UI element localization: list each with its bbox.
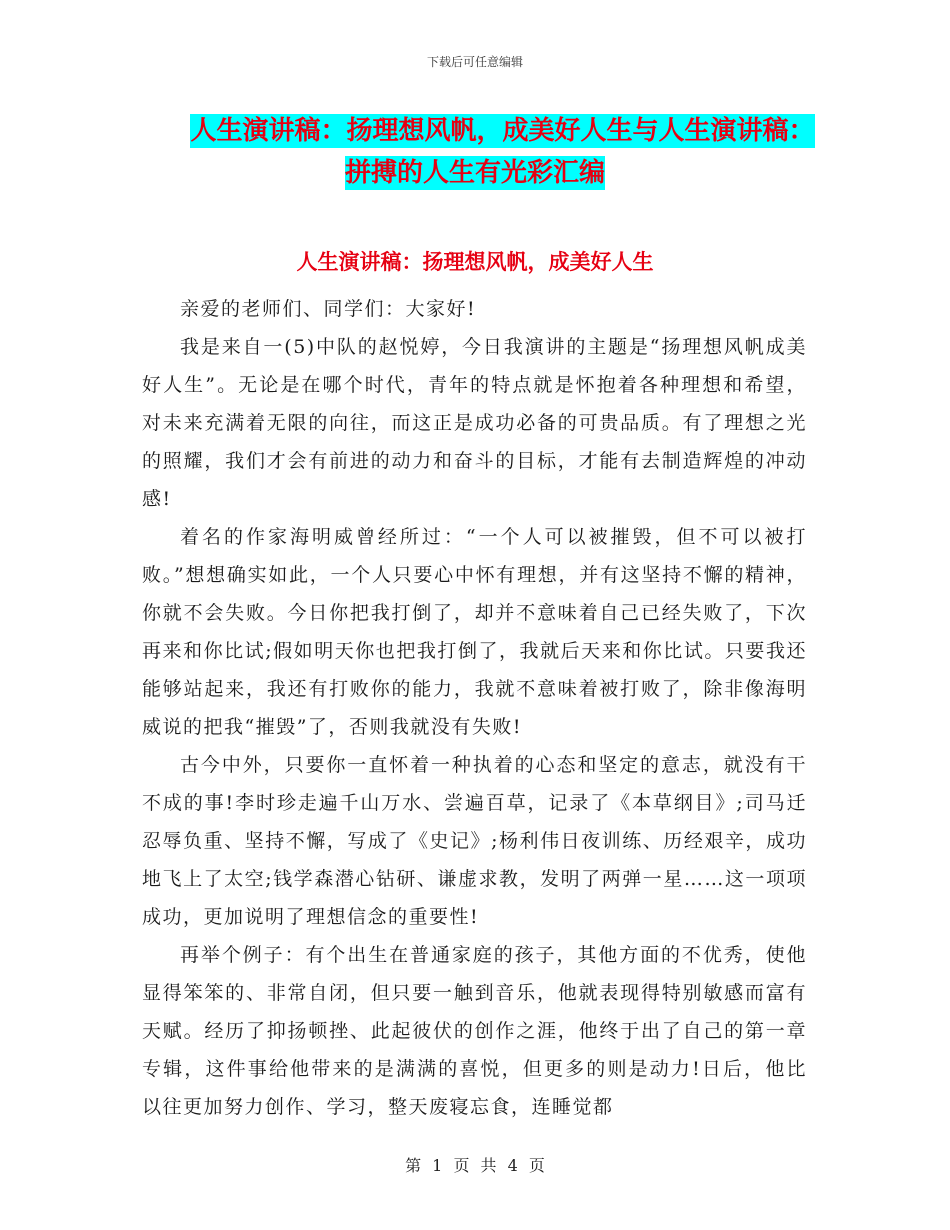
title-line-1 <box>0 110 950 152</box>
paragraph-hemingway: 着名的作家海明威曾经所过：“一个人可以被摧毁，但不可以被打败。”想想确实如此，一个人只要心中怀有理想，并有这坚持不懈的精神，你就不会失败。今日你把我打倒了，却并不意味着自己已经失败了，下次再来和你比试;假如明天你也把我打倒了，我就后天来和你比试。只要我还能够站起来，我还有打败你的能力，我就不意味着被打败了，除非像海明威说的把我“摧毁”了，否则我就没有失败! <box>142 526 807 738</box>
document-title <box>0 110 950 194</box>
title-line-2-text: 拼搏的人生有光彩汇编 <box>344 158 605 188</box>
paragraph-story: 再举个例子：有个出生在普通家庭的孩子，其他方面的不优秀，使他显得笨笨的、非常自闭，但只要一触到音乐，他就表现得特别敏感而富有天赋。经历了抑扬顿挫、此起彼伏的创作之涯，他终于出了自己的第一章专辑，这件事给他带来的是满满的喜悦，但更多的则是动力!日后，他比以往更加努力创作、学习，整天废寝忘食，连睡觉都 <box>142 944 807 1118</box>
title-line-1-text: 人生演讲稿：扬理想风帆，成美好人生与人生演讲稿： <box>190 116 815 146</box>
paragraph-intro: 我是来自一(5)中队的赵悦婷，今日我演讲的主题是“扬理想风帆成美好人生”。无论是在哪个时代，青年的特点就是怀抱着各种理想和希望，对未来充满着无限的向往，而这正是成功必备的可贵品质。有了理想之光的照耀，我们才会有前进的动力和奋斗的目标，才能有去制造辉煌的冲动感! <box>142 336 807 510</box>
header-note: 下载后可任意编辑 <box>426 55 523 69</box>
page-number: 第 1 页 共 4 页 <box>405 1156 545 1175</box>
title-line-2 <box>0 152 950 194</box>
body-text <box>142 290 807 1126</box>
paragraph-greeting: 亲爱的老师们、同学们：大家好! <box>180 298 477 320</box>
section-title: 人生演讲稿：扬理想风帆，成美好人生 <box>296 250 654 274</box>
paragraph-examples: 古今中外，只要你一直怀着一种执着的心态和坚定的意志，就没有干不成的事!李时珍走遍千山万水、尝遍百草，记录了《本草纲目》;司马迁忍辱负重、坚持不懈，写成了《史记》;杨利伟日夜训练、历经艰辛，成功地飞上了太空;钱学森潜心钻研、谦虚求教，发明了两弹一星……这一项项成功，更加说明了理想信念的重要性! <box>142 754 807 928</box>
